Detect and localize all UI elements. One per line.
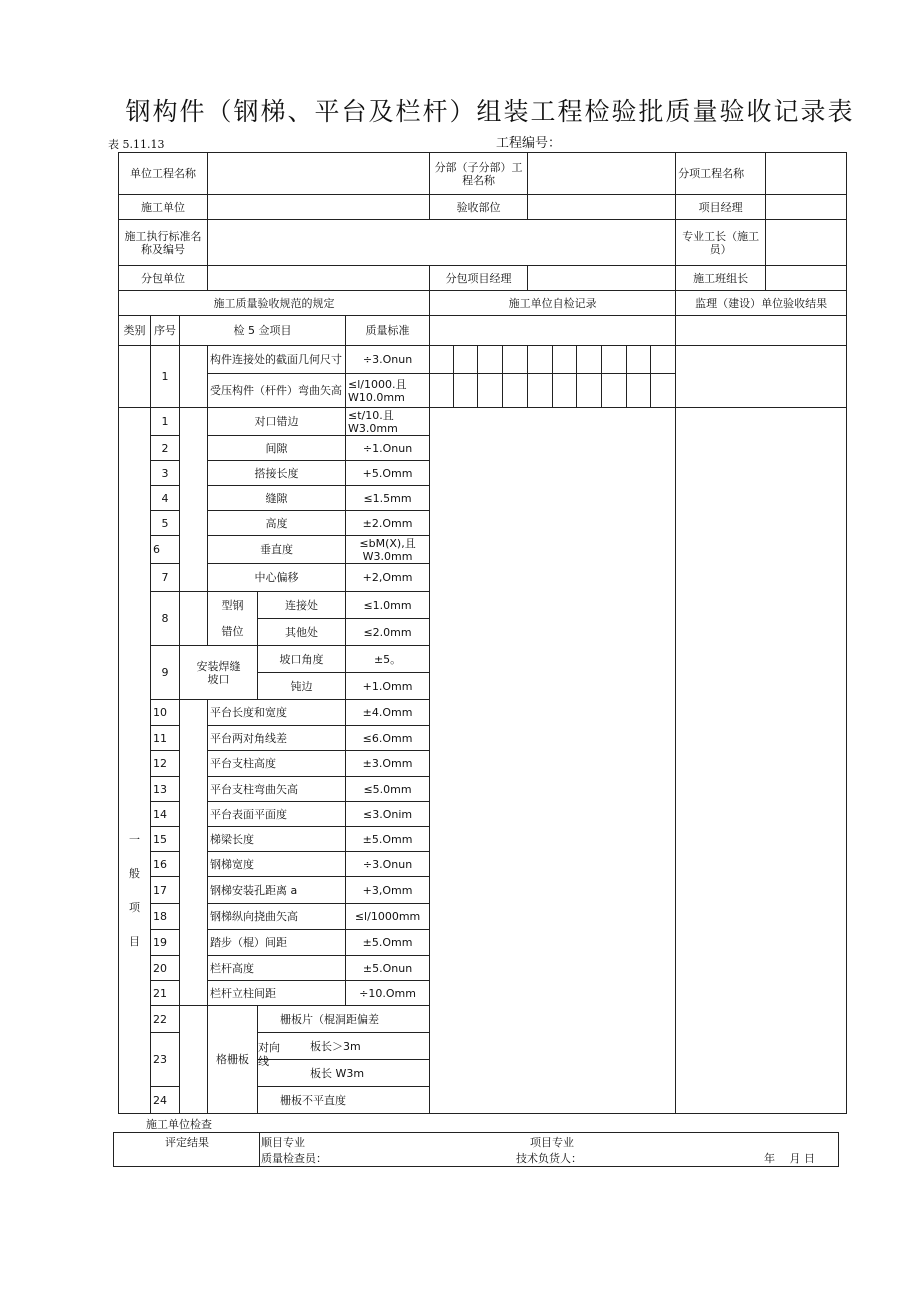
footer-label-1: 施工单位检查 [146, 1118, 212, 1131]
check-item: 梯梁长度 [208, 827, 346, 852]
check-item: 钢梯安装孔距离 a [208, 877, 346, 904]
label-foreman: 专业工长（施工员） [676, 220, 766, 266]
quality-std: ≤l/1000mm [346, 904, 430, 930]
quality-std: ≤t/10.且 W3.0mm [346, 408, 430, 436]
category-general: 一般项目 [119, 408, 151, 1114]
label-sub-pm: 分包项目经理 [430, 266, 528, 291]
quality-std: ÷3.Onun [346, 852, 430, 877]
group-label: 型钢错位 [208, 592, 258, 646]
header-category: 类别 [119, 316, 151, 346]
check-item: 对口错边 [208, 408, 346, 436]
check-item: 高度 [208, 511, 346, 536]
row-no: 15 [151, 827, 180, 852]
check-item: 平台支柱高度 [208, 751, 346, 777]
row-no: 24 [151, 1087, 180, 1114]
quality-std: ±5.Omm [346, 827, 430, 852]
quality-std: +2,Omm [346, 564, 430, 592]
row-no: 10 [151, 700, 180, 726]
inspector-line-1: 顺目专业 [261, 1136, 305, 1149]
check-item: 其他处 [258, 619, 346, 646]
label-standard: 施工执行标准名称及编号 [119, 220, 208, 266]
check-item: 垂直度 [208, 536, 346, 564]
group-label: 格栅板 [208, 1006, 258, 1114]
page-title: 钢构件（钢梯、平台及栏杆）组装工程检验批质量验收记录表 [125, 97, 855, 126]
header-self-check-area [430, 316, 676, 346]
row-no: 23 [151, 1033, 180, 1087]
label-builder: 施工单位 [119, 195, 208, 220]
row-no: 4 [151, 486, 180, 511]
quality-std: ≤1.0mm [346, 592, 430, 619]
check-item: 构件连接处的截面几何尺寸 [208, 346, 346, 374]
inspection-record-table [118, 152, 847, 1114]
quality-std: ÷10.Omm [346, 981, 430, 1006]
check-item: 搭接长度 [208, 461, 346, 486]
supervisor-result[interactable] [676, 346, 847, 408]
quality-std: ÷3.Onun [346, 346, 430, 374]
row-no: 3 [151, 461, 180, 486]
quality-std: +5.Omm [346, 461, 430, 486]
row-no: 13 [151, 777, 180, 802]
quality-std: ±4.Omm [346, 700, 430, 726]
label-sub-project: 分部（子分部）工程名称 [430, 153, 528, 195]
check-item: 钝边 [258, 673, 346, 700]
check-item: 中心偏移 [208, 564, 346, 592]
value-standard[interactable] [208, 220, 676, 266]
label-pm: 项目经理 [676, 195, 766, 220]
row-no: 2 [151, 436, 180, 461]
row-no: 11 [151, 726, 180, 751]
check-item: 坡口角度 [258, 646, 346, 673]
row-no: 9 [151, 646, 180, 700]
section-self-check: 施工单位自检记录 [430, 291, 676, 316]
quality-std: ±3.Omm [346, 751, 430, 777]
self-check-area[interactable] [430, 408, 676, 1114]
row-no: 7 [151, 564, 180, 592]
value-accept-part[interactable] [528, 195, 676, 220]
check-item: 缝隙 [208, 486, 346, 511]
quality-std: ±5。 [346, 646, 430, 673]
row-no: 16 [151, 852, 180, 877]
quality-std: ≤5.0mm [346, 777, 430, 802]
row-no: 22 [151, 1006, 180, 1033]
value-sub-pm[interactable] [528, 266, 676, 291]
quality-std: ±5.Onun [346, 956, 430, 981]
quality-std: +3,Omm [346, 877, 430, 904]
row-no: 20 [151, 956, 180, 981]
check-item: 平台表面平面度 [208, 802, 346, 827]
check-item: 栅板片（棍洞距偏差 [258, 1006, 430, 1033]
check-item: 平台长度和宽度 [208, 700, 346, 726]
quality-std: ÷1.Onun [346, 436, 430, 461]
sign-date: 年 月 日 [764, 1152, 815, 1165]
check-item: 平台两对角线差 [208, 726, 346, 751]
row-no: 18 [151, 904, 180, 930]
value-unit-project[interactable] [208, 153, 430, 195]
check-item: 踏步（棍）间距 [208, 930, 346, 956]
row-no: 8 [151, 592, 180, 646]
quality-std: ≤1.5mm [346, 486, 430, 511]
check-item: 连接处 [258, 592, 346, 619]
value-item-project[interactable] [766, 153, 847, 195]
label-team-leader: 施工班组长 [676, 266, 766, 291]
row-no: 17 [151, 877, 180, 904]
quality-std: ≤6.Omm [346, 726, 430, 751]
check-item: 平台支柱弯曲矢高 [208, 777, 346, 802]
header-supervisor-area [676, 316, 847, 346]
row-no: 5 [151, 511, 180, 536]
check-item: 栅板不平直度 [258, 1087, 430, 1114]
row-no: 14 [151, 802, 180, 827]
value-subcontractor[interactable] [208, 266, 430, 291]
section-spec: 施工质量验收规范的规定 [119, 291, 430, 316]
supervisor-area[interactable] [676, 408, 847, 1114]
value-builder[interactable] [208, 195, 430, 220]
value-foreman[interactable] [766, 220, 847, 266]
category-main [119, 346, 151, 408]
group-label: 安装焊缝坡口 [180, 646, 258, 700]
label-item-project: 分项工程名称 [676, 153, 766, 195]
header-check-item: 检 5 佥项目 [180, 316, 346, 346]
section-supervisor: 监理（建设）单位验收结果 [676, 291, 847, 316]
quality-std: ≤l/1000.且 W10.0mm [346, 374, 430, 408]
check-item: 钢梯纵向挠曲矢高 [208, 904, 346, 930]
row-no: 1 [151, 408, 180, 436]
check-item: 钢梯宽度 [208, 852, 346, 877]
row-no: 6 [151, 536, 180, 564]
quality-std: ≤3.Onim [346, 802, 430, 827]
quality-std: +1.Omm [346, 673, 430, 700]
check-item: 栏杆高度 [208, 956, 346, 981]
row-no: 19 [151, 930, 180, 956]
row-no: 21 [151, 981, 180, 1006]
project-number-label: 工程编号： [496, 136, 562, 151]
inspector-line-2: 质量检查员： [261, 1152, 327, 1165]
value-sub-project[interactable] [528, 153, 676, 195]
check-item-a: 板长＞3m [310, 1039, 361, 1053]
tech-line-2: 技术负货人： [516, 1152, 582, 1165]
label-subcontractor: 分包单位 [119, 266, 208, 291]
check-item: 栏杆立柱间距 [208, 981, 346, 1006]
row-no: 1 [151, 346, 180, 408]
footer-label-2: 评定结果 [165, 1136, 209, 1149]
check-item: 间隙 [208, 436, 346, 461]
check-item: 受压构件（杆件）弯曲矢高 [208, 374, 346, 408]
label-unit-project: 单位工程名称 [119, 153, 208, 195]
row-no: 12 [151, 751, 180, 777]
grid-sub-label: 对向线 [258, 1041, 281, 1068]
quality-std: ±5.Omm [346, 930, 430, 956]
form-number: 表 5.11.13 [108, 138, 165, 151]
label-accept-part: 验收部位 [430, 195, 528, 220]
quality-std: ±2.Omm [346, 511, 430, 536]
quality-std: ≤2.0mm [346, 619, 430, 646]
header-seq: 序号 [151, 316, 180, 346]
header-quality-std: 质量标准 [346, 316, 430, 346]
check-item [258, 1033, 430, 1068]
tech-line-1: 项目专业 [530, 1136, 574, 1149]
value-pm[interactable] [766, 195, 847, 220]
value-team-leader[interactable] [766, 266, 847, 291]
check-item-b: 板长 W3m [310, 1066, 365, 1080]
quality-std: ≤bM(X),且 W3.0mm [346, 536, 430, 564]
